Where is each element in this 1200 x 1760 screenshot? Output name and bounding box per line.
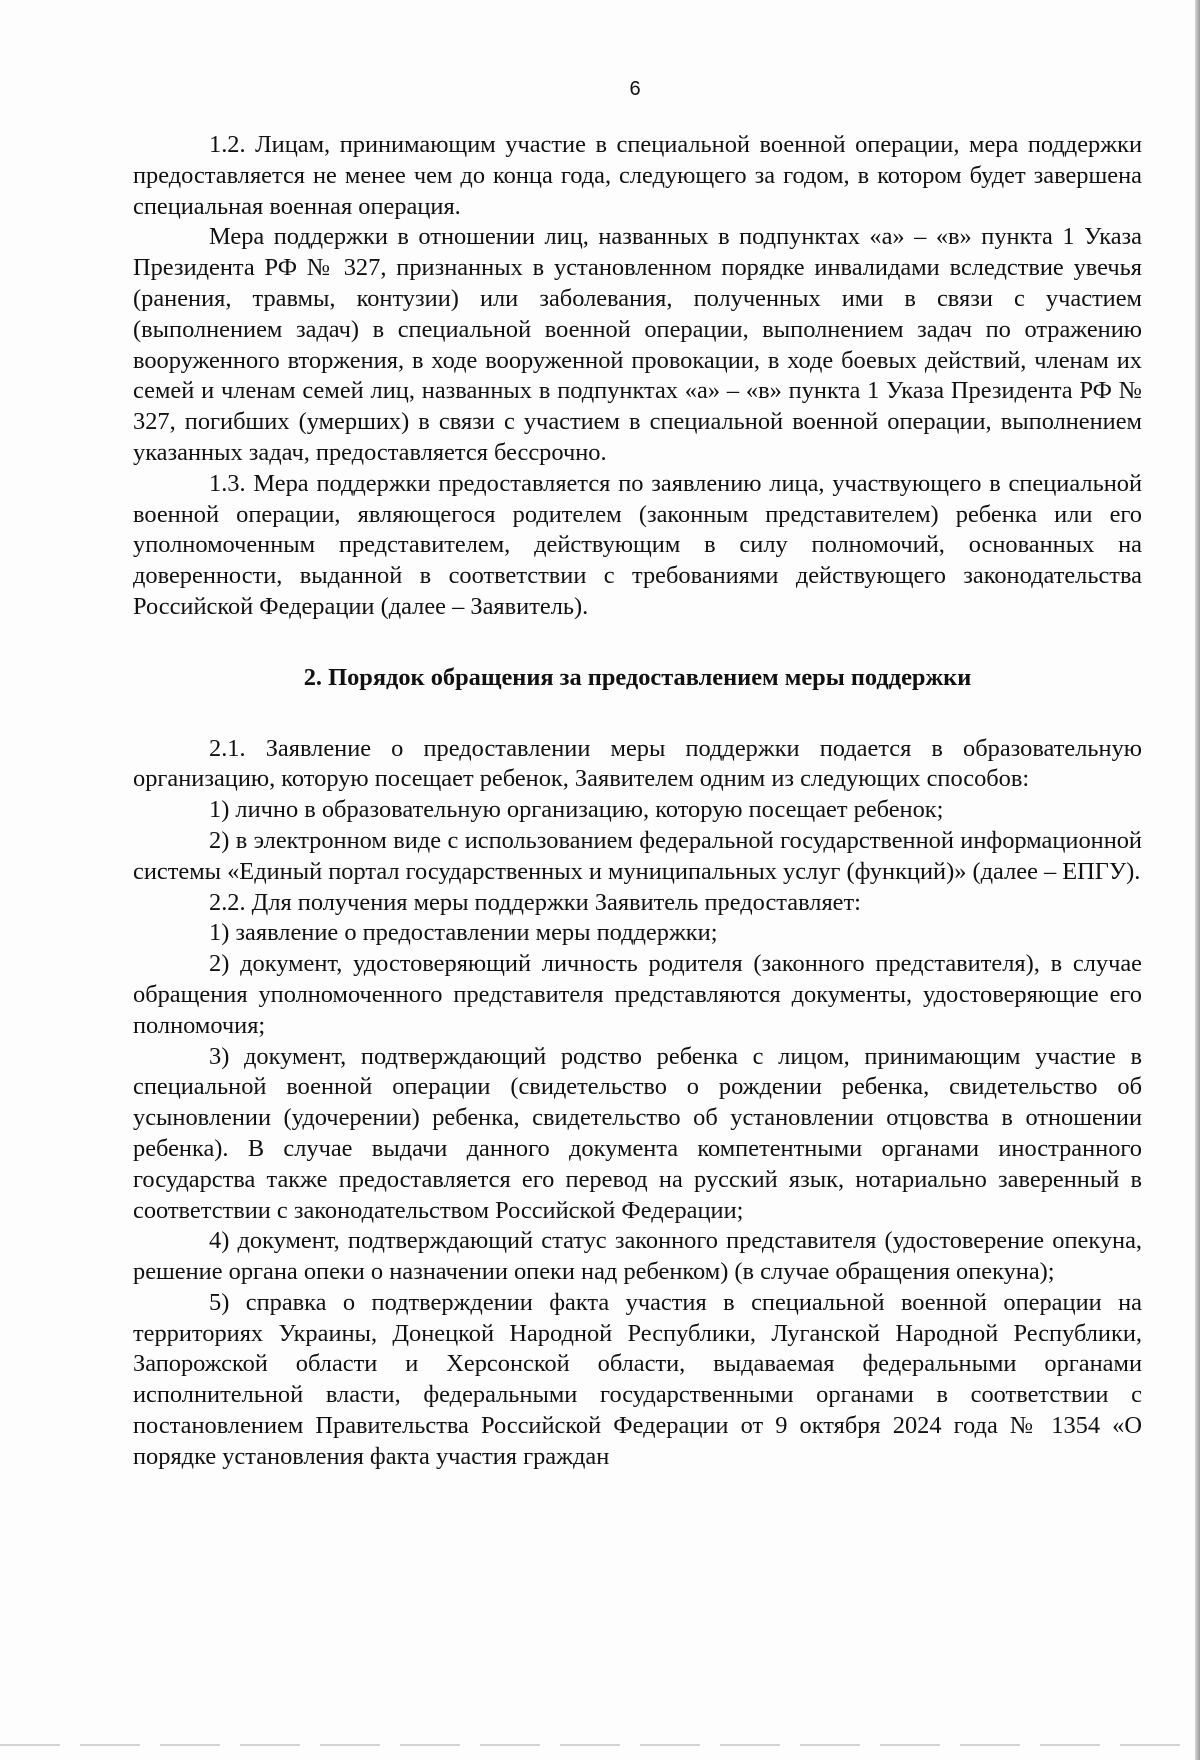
list-item-2-2-1: 1) заявление о предоставлении меры поддержки;: [209, 919, 718, 947]
paragraph-support-term: Мера поддержки в отношении лиц, названных в подпунктах «а» – «в» пункта 1 Указа Президента РФ № 327, признанных в установленном порядке инвалидами вследствие увечья (ранения, травмы, контузии) или заболевания, полученных ими в связи с участием (выполнением задач) в специальной военной операции, выполнением задач по отражению вооруженного вторжения, в ходе вооруженной провокации, в ходе боевых действий, членам их семей и членам семей лиц, названных в подпунктах «а» – «в» пункта 1 Указа Президента РФ № 327, погибших (умерших) в связи с участием в специальной военной операции, выполнением указанных задач, предоставляется бессрочно.: [133, 223, 1142, 466]
page-number: 6: [629, 78, 641, 100]
list-item-2-2-2: 2) документ, удостоверяющий личность родителя (законного представителя), в случае обращения уполномоченного представителя представляются документы, удостоверяющие его полномочия;: [133, 950, 1142, 1039]
section-heading: 2. Порядок обращения за предоставлением меры поддержки: [303, 663, 972, 691]
scan-edge: [1195, 0, 1200, 1760]
paragraph-1-2: 1.2. Лицам, принимающим участие в специальной военной операции, мера поддержки предоставляется не менее чем до конца года, следующего за годом, в котором будет завершена специальная военная операция.: [133, 131, 1142, 220]
paragraph-1-3: 1.3. Мера поддержки предоставляется по заявлению лица, участвующего в специальной военной операции, являющегося родителем (законным представителем) ребенка или его уполномоченным представителем, действующим в силу полномочий, основанных на доверенности, выданной в соответствии с требованиями действующего законодательства Российской Федерации (далее – Заявитель).: [133, 469, 1142, 620]
list-item-2-2-4: 4) документ, подтверждающий статус законного представителя (удостоверение опекуна, решение органа опеки о назначении опеки над ребенком) (в случае обращения опекуна);: [133, 1227, 1142, 1286]
paragraph-2-2: 2.2. Для получения меры поддержки Заявитель предоставляет:: [209, 888, 861, 916]
list-item-2-2-5: 5) справка о подтверждении факта участия в специальной военной операции на территориях Украины, Донецкой Народной Республики, Луганской Народной Республики, Запорожской области и Херсонской области, выдаваемая федеральными органами исполнительной власти, федеральными государственными органами в соответствии с постановлением Правительства Российской Федерации от 9 октября 2024 года № 1354 «О порядке установления факта участия граждан: [133, 1288, 1142, 1470]
list-item-2-2-3: 3) документ, подтверждающий родство ребенка с лицом, принимающим участие в специальной военной операции (свидетельство о рождении ребенка, свидетельство об усыновлении (удочерении) ребенка, свидетельство об установлении отцовства в отношении ребенка). В случае выдачи данного документа компетентными органами иностранного государства также предоставляется его перевод на русский язык, нотариально заверенный в соответствии с законодательством Российской Федерации;: [133, 1042, 1142, 1224]
list-item-2-1-2: 2) в электронном виде с использованием федеральной государственной информационной системы «Единый портал государственных и муниципальных услуг (функций)» (далее – ЕПГУ).: [133, 826, 1142, 885]
list-item-2-1-1: 1) лично в образовательную организацию, которую посещает ребенок;: [209, 796, 944, 824]
document-body: [133, 130, 1142, 1473]
paragraph-2-1: 2.1. Заявление о предоставлении меры поддержки подается в образовательную организацию, которую посещает ребенок, Заявителем одним из следующих способов:: [133, 734, 1142, 793]
scan-bottom-artifact: [0, 1744, 1200, 1746]
